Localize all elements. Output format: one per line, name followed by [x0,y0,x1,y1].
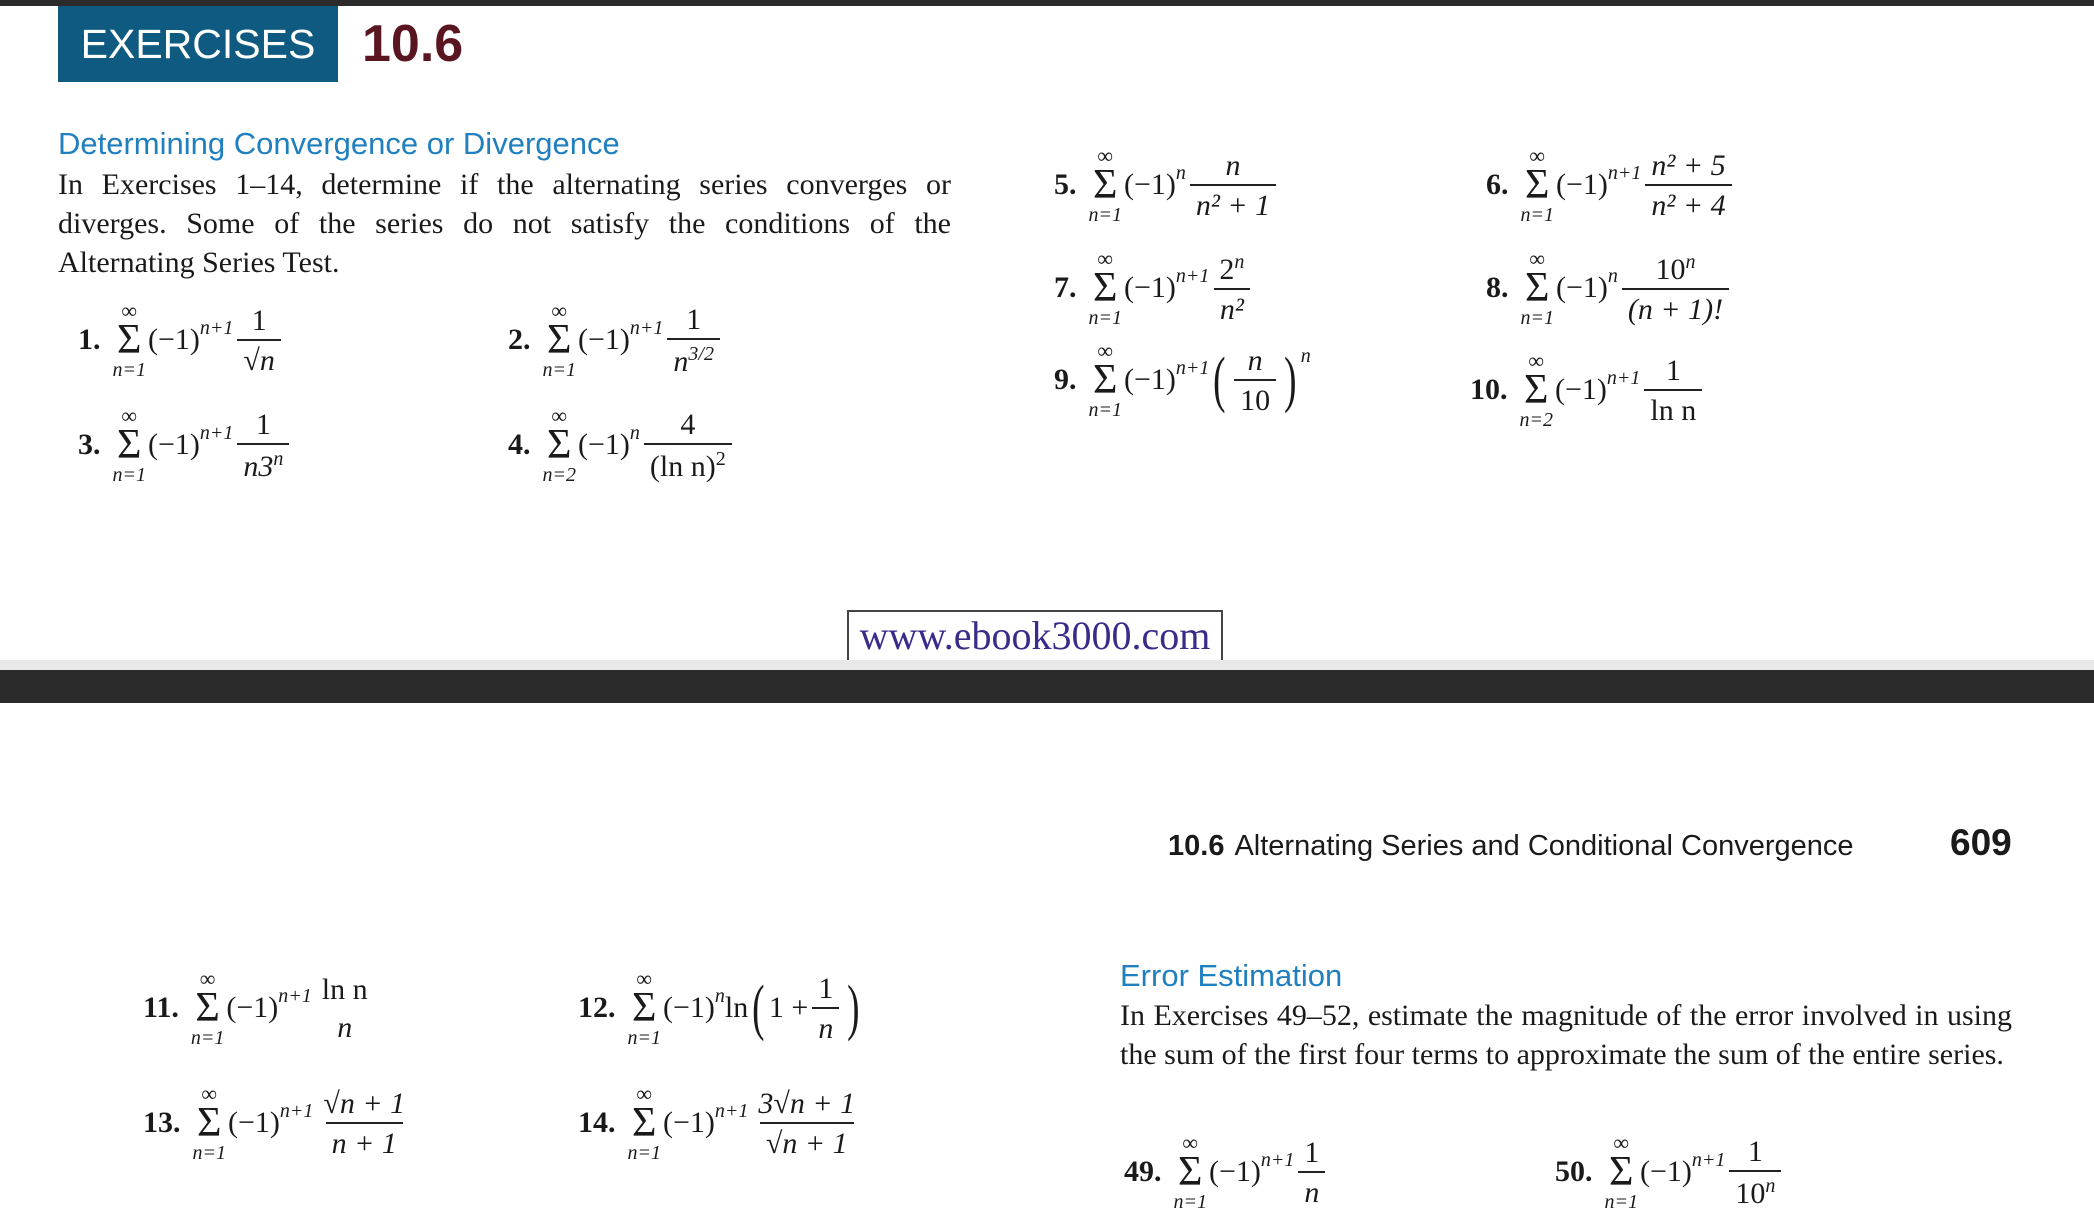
exercise-9: 9. ∞ Σ n=1 (−1) $^{n+1}$ ( $\frac{n}{10}$ ) $^n$ [1054,338,1311,421]
sigma: ∞ Σ n=2 [542,403,576,486]
exercise-number: 13. [143,1106,181,1139]
exercise-number: 9. [1054,363,1077,396]
sigma: ∞ Σ n=1 [112,403,146,486]
watermark-link[interactable]: www.ebook3000.com [847,610,1223,662]
fraction: $\frac{4}{(\ln n)^2}$ [644,408,732,483]
sigma: ∞ Σ n=1 [627,966,661,1049]
exercise-3 [78,405,293,485]
exercise-5 [1054,145,1280,225]
exercise-14 [578,1083,865,1163]
sigma: ∞ Σ n=1 [627,1081,661,1164]
fraction: $\frac{1}{n}$ [812,972,839,1045]
left-paren: ( [752,974,765,1042]
fraction: $\frac{1}{√n}$ [237,304,280,377]
fraction: $\frac{2^n}{\text{n²}}$ [1213,251,1250,326]
sigma: ∞ Σ n=2 [1519,348,1553,431]
running-head: 10.6 Alternating Series and Conditional Convergence [1168,830,1854,862]
sign-term: (−1) $^{n+1}$ [1124,264,1210,304]
sigma: ∞ Σ n=1 [112,298,146,381]
fraction: $\frac{3√n + 1}{√n + 1}$ [758,1086,856,1160]
fraction: $\frac{1}{n3^n}$ [237,408,289,483]
sign-term: (−1) $^{n+1}$ [578,316,664,356]
sigma: ∞ Σ n=1 [1173,1130,1207,1213]
sign-term: (−1) $^n$ [663,984,725,1024]
sign-term: (−1) $^{n+1}$ [148,421,234,461]
section-heading-error: Error Estimation [1120,958,1343,993]
fraction: $\frac{1}{10^n}$ [1729,1135,1781,1210]
exercise-number: 10. [1470,373,1508,406]
sigma: ∞ Σ n=1 [1088,338,1122,421]
fraction: $\frac{\text{n² + 5}}{\text{n² + 4}}$ [1645,149,1731,222]
sigma: ∞ Σ n=1 [1520,246,1554,329]
exercise-50 [1555,1132,1785,1212]
sign-term: (−1) $^n$ [578,421,640,461]
sign-term: (−1) $^{n+1}$ [1555,366,1641,406]
exercise-6 [1486,145,1736,225]
exercise-8 [1486,248,1733,328]
right-paren: ) [847,974,860,1042]
sigma: ∞ Σ n=1 [192,1081,226,1164]
sign-term: (−1) $^n$ [1124,161,1186,201]
right-paren: ) [1284,346,1297,414]
fraction: $\frac{1}{n}$ [1298,1136,1325,1209]
sigma: ∞ Σ n=1 [1088,143,1122,226]
exercise-11 [143,968,378,1048]
instructions-error: In Exercises 49–52, estimate the magnitude of the error involved in using the sum of the first four terms to approximate the sum of the entire series. [1120,999,2012,1071]
exercise-4 [508,405,736,485]
exercise-number: 12. [578,991,616,1024]
exercise-13 [143,1083,415,1163]
exercise-1 [78,300,285,380]
exercise-number: 4. [508,428,531,461]
exercise-number: 5. [1054,168,1077,201]
sigma: ∞ Σ n=1 [1088,246,1122,329]
exercise-12: 12. ∞ Σ n=1 (−1) $^n$ ln ( 1 + $\frac{1}{n}$ ) [578,966,860,1049]
exercise-number: 6. [1486,168,1509,201]
exercise-49 [1124,1132,1329,1212]
sign-term: (−1) $^{n+1}$ [228,1099,314,1139]
page-number: 609 [1950,822,2012,863]
fraction: $\frac{n}{10}$ [1234,344,1276,417]
sign-term: (−1) $^{n+1}$ [1209,1148,1295,1188]
fraction: $\frac{√n + 1}{n + 1}$ [323,1086,406,1160]
exercise-number: 11. [143,991,179,1024]
section-heading-convergence: Determining Convergence or Divergence [58,126,620,161]
sign-term: (−1) $^n$ [1556,264,1618,304]
sigma: ∞ Σ n=1 [190,966,225,1049]
sign-term: (−1) $^{n+1}$ [226,984,312,1024]
sign-term: (−1) $^{n+1}$ [148,316,234,356]
fraction: ln n n [321,972,368,1044]
exercise-number: 50. [1555,1155,1593,1188]
left-paren: ( [1213,346,1226,414]
fraction: $\frac{1}{n^{3/2}}$ [667,303,720,378]
exercises-badge: EXERCISES [58,6,338,82]
page-divider-dark [0,670,2094,703]
page-divider-light [0,660,2094,670]
sign-term: (−1) $^{n+1}$ [1640,1148,1726,1188]
exercise-2 [508,300,724,380]
exercise-number: 2. [508,323,531,356]
section-number: 10.6 [362,15,464,73]
sigma: ∞ Σ n=1 [1604,1130,1638,1213]
instructions-convergence: In Exercises 1–14, determine if the alternating series converges or diverges. Some of the series do not satisfy the conditions of the Alternating Series Test. [58,168,951,279]
sign-term: (−1) $^{n+1}$ [663,1099,749,1139]
sigma: ∞ Σ n=1 [1520,143,1554,226]
fraction: $\frac{1}{\text{ln n}}$ [1644,354,1702,427]
exercise-number: 49. [1124,1155,1162,1188]
exercise-number: 8. [1486,271,1509,304]
sigma: ∞ Σ n=1 [542,298,576,381]
fraction: $\frac{n}{\text{n² + 1}}$ [1190,149,1276,222]
exercise-7 [1054,248,1254,328]
sign-term: (−1) $^{n+1}$ [1124,356,1210,396]
exercise-number: 1. [78,323,101,356]
sign-term: (−1) $^{n+1}$ [1556,161,1642,201]
fraction: $\frac{10^n}{(n + 1)!}$ [1622,251,1729,326]
exercise-number: 3. [78,428,101,461]
exercise-number: 14. [578,1106,616,1139]
exercise-number: 7. [1054,271,1077,304]
exercise-10 [1470,350,1706,430]
